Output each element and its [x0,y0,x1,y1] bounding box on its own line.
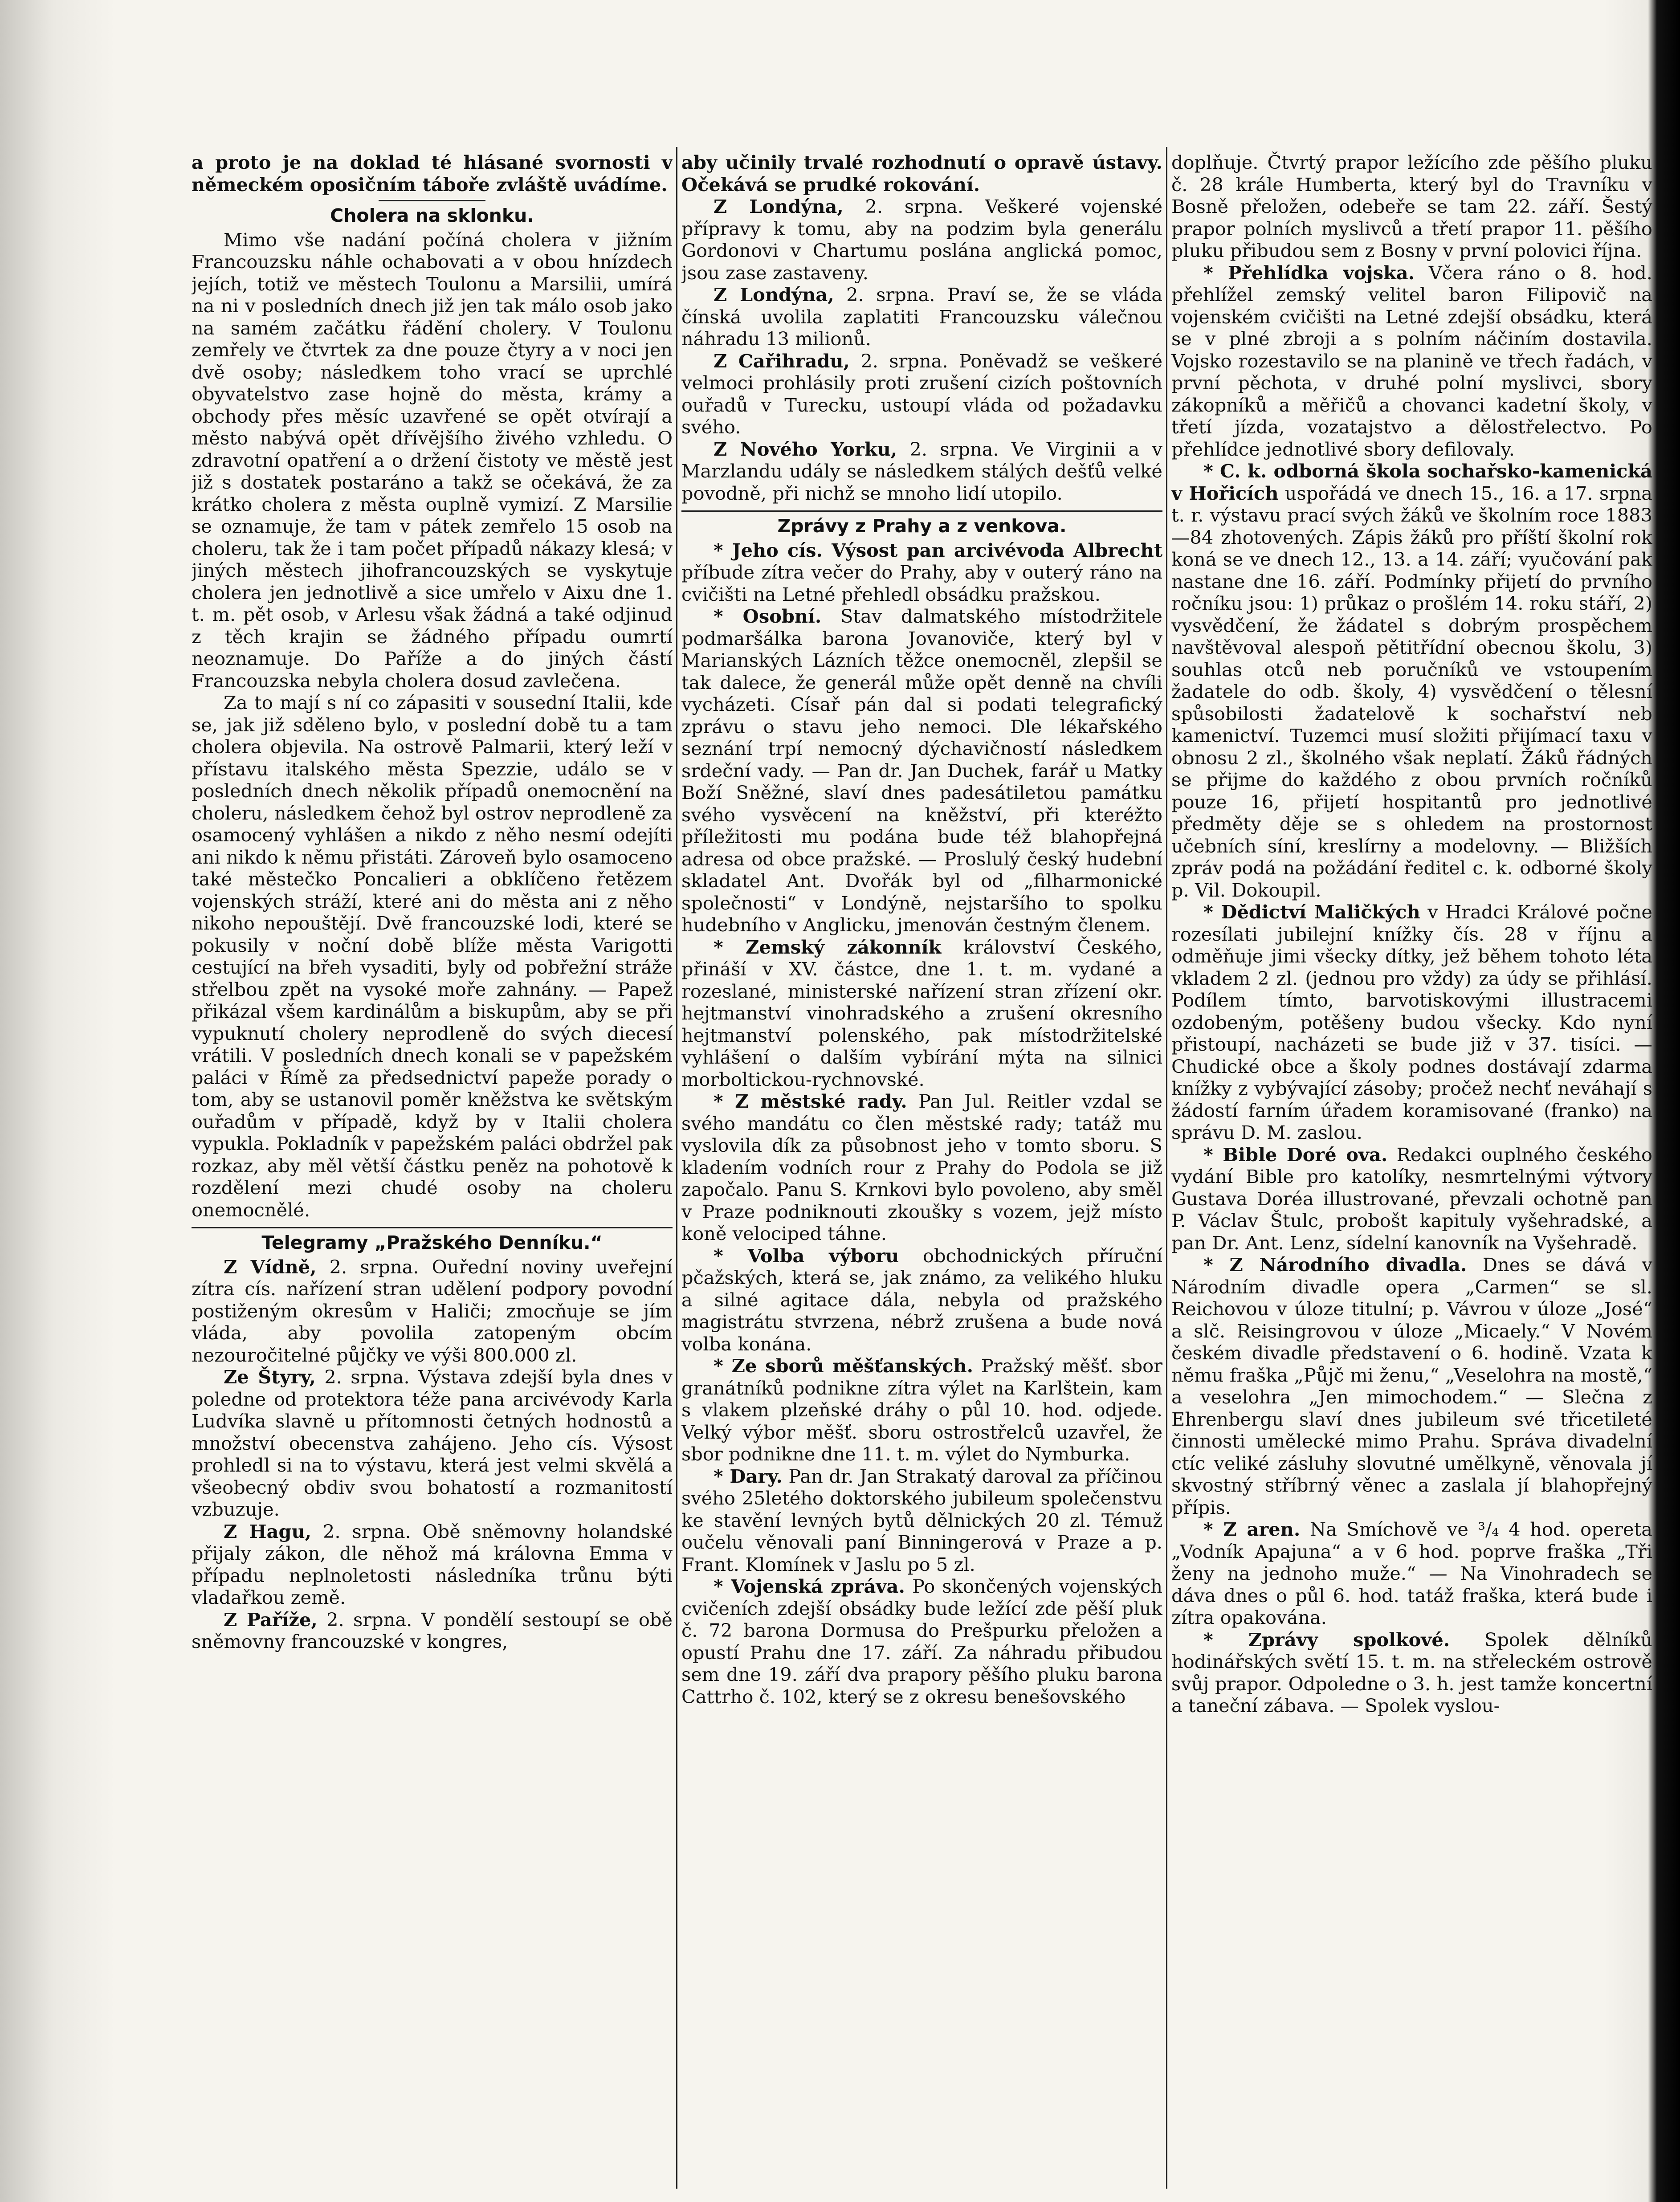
paragraph-lead: Z Londýna, [714,284,834,306]
paragraph-lead: Z Hagu, [224,1520,312,1542]
section-rule [192,1227,673,1228]
paragraph-text: Redakci ouplného českého vydání Bible pro katolíky, nesmrtelnými výtvory Gustava Doréa illustrované, převzali ochotně pan P. Václav Štulc, probošt kapituly vyšehradské, a pan Dr. Ant. Lenz, sídelní kanovník na Vyšehradě. [1171,1143,1652,1254]
paragraph-text: 2. srpna. Ve Virginii a v Marzlandu udály se následkem stálých dešťů velké povodně, při nichž se mnoho lidí utopilo. [681,438,1162,504]
article-paragraph [681,1355,1162,1465]
article-paragraph [681,151,1162,196]
paragraph-text: Pražský měšť. sbor granátníků podnikne zítra výlet na Karlštein, kam s vlakem plzeňské dráhy o půl 10. hod. odjede. Velký výbor měšť. sboru ostrostřelců uzavřel, že sbor podnikne dne 11. t. m. výlet do Nymburka. [681,1355,1162,1465]
paragraph-lead: * Z Národního divadla. [1203,1254,1467,1276]
paragraph-lead: * Osobní. [714,605,822,627]
column-divider [676,147,677,2189]
paragraph-text: 2. srpna. Ouřední noviny uveřejní zítra cís. nařízení stran udělení podpory povodní postiženým okresům v Haliči; zmocňuje se jím vláda, aby povolila zatopeným obcím nezouročitelné půjčky ve výši 800.000 zl. [192,1256,673,1366]
article-paragraph [1171,151,1652,262]
paragraph-lead: * Dědictví Maličkých [1203,901,1420,923]
paragraph-lead: * Zprávy spolkové. [1203,1628,1450,1651]
paragraph-lead: * Ze sborů měšťanských. [714,1355,974,1377]
paragraph-text: obchodnických příruční pčažských, která se, jak známo, za velikého hluku a silné agitace dála, nebyla od pražského magistrátu stvrzena, nébrž zrušena a bude nová volba konána. [681,1244,1162,1355]
paragraph-lead: * Přehlídka vojska. [1203,261,1415,284]
paragraph-text: v Hradci Králové počne rozesílati jubilejní knížky čís. 28 v říjnu a odměňuje jimi všecky dítky, jež během tohoto léta vkladem 2 zl. (jednou pro vždy) za údy se přihlásí. Podílem tímto, barvotiskovými illustracemi ozdobeným, potěšeny budou všecky. Kdo nyní přistoupí, nacházeti se bude již v 37. tisíci. — Chudické obce a školy podnes dostávají zdarma knížky z vybývající zásoby; pročež nechť neváhají s žádostí farním úřadem koramisované (franko) na správu D. M. zaslou. [1171,901,1652,1143]
paragraph-text: Po skončených vojenských cvičeních zdejší obsádky bude ležící zde pěší pluk č. 72 barona Dormusa do Prešpurku přeložen a opustí Prahu dne 17. září. Za náhradu přibudou sem dne 19. září dva prapory pěšího pluku barona Cattrho č. 102, který se z okresu benešovského [681,1575,1162,1708]
article-paragraph [192,692,673,1221]
section-rule [379,200,485,201]
paragraph-text: uspořádá ve dnech 15., 16. a 17. srpna t. r. výstavu prací svých žáků ve školním roce 1883—84 zhotovených. Zápis žáků pro příští školní rok koná se ve dnech 12., 13. a 14. září; vyučování pak nastane dne 16. září. Podmínky přijetí do prvního ročníku jsou: 1) průkaz o prošlém 14. roku stáří, 2) vysvědčení, že žádatel s dobrým prospěchem navštěvoval alespoň pětitřídní obecnou školu, 3) souhlas otců neb poručníků ve vstoupením žadatele do odb. školy, 4) vysvědčení o tělesní spůsobilosti žadatelově k sochařství neb kamenictví. Tuzemci musí složiti přijímací taxu v obnosu 2 zl., školného však neplatí. Žáků řádných se přijme do každého z obou prvních ročníků pouze 16, přijetí hospitantů pro jednotlivé předměty děje se s ohledem na prostornost učebních síní, kreslírny a modelovny. — Bližších zpráv podá na požádání ředitel c. k. odborné školy p. Vil. Dokoupil. [1171,482,1652,901]
column-1 [192,151,673,2187]
section-heading: Cholera na sklonku. [330,205,534,226]
paragraph-lead: * Jeho cís. Výsost pan arcivévoda Albrecht [714,539,1162,561]
paragraph-lead: * Bible Doré ova. [1203,1143,1388,1166]
paragraph-lead: Ze Štyry, [224,1366,316,1388]
paragraph-text: aby učinily trvalé rozhodnutí o opravě ústavy. Očekává se prudké rokování. [681,151,1162,196]
paragraph-lead: Z Vídně, [224,1256,317,1278]
column-3 [1171,151,1652,2187]
article-paragraph [681,196,1162,284]
paragraph-text: Pan Jul. Reitler vzdal se svého mandátu co člen městské rady; tatáž mu vyslovila dík za působnost jeho v tomto sboru. S kladením vodních rour z Prahy do Podola se již započalo. Panu S. Krnkovi bylo povoleno, aby směl v Praze podniknouti zkoušky s vozem, jejž místo koně velociped táhne. [681,1090,1162,1244]
article-paragraph [681,1090,1162,1245]
paragraph-text: a proto je na doklad té hlásané svornosti v německém oposičním táboře zvláště uvádíme. [192,151,673,196]
article-paragraph [1171,262,1652,461]
paragraph-lead: * Zemský zákonník [714,936,942,958]
article-paragraph [192,1256,673,1366]
paragraph-text: 2. srpna. Výstava zdejší byla dnes v poledne od protektora téže pana arcivévody Karla Ludvíka slavně u přítomnosti četných hodnostů a množství obecenstva zahájeno. Jeho cís. Výsost prohledl si na to výstavu, která jest velmi skvělá a všeobecný obdiv svou bohatostí a rozmanitostí vzbuzuje. [192,1366,673,1520]
article-paragraph [681,539,1162,606]
article-paragraph [192,151,673,196]
article-paragraph [192,1609,673,1653]
paragraph-text: Za to mají s ní co zápasiti v sousední Italii, kde se, jak již sděleno bylo, v poslední době tu a tam cholera objevila. Na ostrově Palmarii, který leží v přístavu italského města Spezzie, událo se v posledních dnech několik případů onemocnění na choleru, následkem čehož byl ostrov neprodleně za osamocený vyhlášen a nikdo z něho nesmí odejíti ani nikdo k němu přistáti. Zároveň bylo osamoceno také městečko Poncalieri a obklíčeno řetězem vojenských stráží, které ani do města ani z něho nikoho nepouštějí. Dvě francouzské lodi, které se pokusily v noční době blíže města Varigotti cestující na břeh vysaditi, byly od pobřežní stráže střelbou zpět na vysoké moře zahnány. — Papež přikázal všem kardinálům a biskupům, aby se při vypuknutí cholery neprodleně do svých diecesí vrátili. V posledních dnech konali se v papežském paláci v Římě za předsednictví papeže porady o tom, aby se ustanovil poměr kněžstva ke světským ouřadům v případě, když by v Italii cholera vypukla. Pokladník v papežském paláci obdržel pak rozkaz, aby měl větší částku peněz na pohotově k rozdělení mezi chudé osoby na choleru onemocnělé. [192,692,673,1221]
paragraph-lead: Z Londýna, [714,196,844,217]
article-paragraph [1171,1254,1652,1518]
paragraph-lead: * Volba výboru [714,1244,899,1267]
paragraph-text: 2. srpna. Veškeré vojenské přípravy k tomu, aby na podzim byla generálu Gordonovi v Chartumu poslána anglická pomoc, jsou zase zastaveny. [681,196,1162,284]
article-paragraph [1171,1518,1652,1629]
column-2 [681,151,1162,2187]
paragraph-text: království Českého, přináší v XV. částce, dne 1. t. m. vydané a rozeslané, ministerské nařízení stran zřízení okr. hejtmanství vinohradského a zrušení okresního hejtmanství polenského, pak místodržitelské vyhlášení o dalším vybírání mýta na silnici morboltickou-rychnovské. [681,936,1162,1090]
column-divider [1166,147,1167,2189]
paragraph-text: 2. srpna. Obě sněmovny holandské přijaly zákon, dle něhož má královna Emma v případu neplnoletosti následníka trůnu býti vladařkou země. [192,1520,673,1608]
section-rule [681,510,1162,512]
paragraph-text: 2. srpna. V pondělí sestoupí se obě sněmovny francouzské v kongres, [192,1608,673,1652]
section-heading: Telegramy „Pražského Denníku.“ [261,1232,603,1253]
paragraph-lead: Z Nového Yorku, [714,438,897,460]
paragraph-text: Spolek dělníků hodinářských světí 15. t. m. na střeleckém ostrově svůj prapor. Odpoledne o 3. h. jest tamže koncertní a taneční zábava. — Spolek vyslou- [1171,1628,1652,1717]
article-paragraph [681,1245,1162,1355]
article-paragraph [1171,1629,1652,1717]
article-paragraph [681,936,1162,1091]
paragraph-lead: * Dary. [714,1465,783,1487]
paragraph-text: Na Smíchově ve ³/₄ 4 hod. opereta „Vodník Apajuna“ a v 6 hod. poprve fraška „Tři ženy na jednoho muže.“ — Na Vinohradech se dáva dnes o půl 6. hod. tatáž fraška, která bude i zítra opakována. [1171,1518,1652,1628]
paragraph-text: Pan dr. Jan Strakatý daroval za příčinou svého 25letého doktorského jubileum společenstvu ke stavění levných bytů dělnických 20 zl. Témuž oučelu věnovali paní Binningerová v Praze a p. Frant. Klomínek v Jaslu po 5 zl. [681,1465,1162,1575]
paragraph-lead: * C. k. odborná škola sochařsko-kamenická v Hořicích [1171,460,1652,504]
paragraph-lead: * Z aren. [1203,1518,1301,1540]
paragraph-text: doplňuje. Čtvrtý prapor ležícího zde pěšího pluku č. 28 krále Humberta, který byl do Travníku v Bosně přeložen, odebeře se tam 22. září. Šestý prapor polních myslivců a třetí prapor 11. pěšího pluku přibudou sem z Bosny v první polovici října. [1171,151,1652,261]
article-paragraph [192,1521,673,1609]
paragraph-lead: Z Cařihradu, [714,350,850,372]
paragraph-lead: * Vojenská zpráva. [714,1575,905,1597]
section-heading: Zprávy z Prahy a z venkova. [777,515,1067,537]
article-paragraph [681,438,1162,505]
article-paragraph [681,350,1162,438]
paragraph-text: 2. srpna. Poněvadž se veškeré velmoci prohlásily proti zrušení cizích poštovních ouřadů v Turecku, ustoupí vláda od požadavku svého. [681,350,1162,438]
article-paragraph [1171,1144,1652,1254]
paragraph-text: Dnes se dává v Národním divadle opera „Carmen“ se sl. Reichovou v úloze titulní; p. Vávrou v úloze „José“ a slč. Reisingrovou v úloze „Micaely.“ V Novém českém divadle představení o 6. hodině. Vzata k němu fraška „Půjč mi ženu,“ „Veselohra na mostě,“ a veselohra „Jen mimochodem.“ — Slečna z Ehrenbergu slaví dnes jubileum své třicetileté činnosti umělecké mimo Prahu. Správa divadelní ctíc veliké zásluhy slovutné umělkyně, věnovala jí skvostný stříbrný věnec a zaslala jí blahopřejný přípis. [1171,1254,1652,1518]
paragraph-text: Mimo vše nadání počíná cholera v jižním Francouzsku náhle ochabovati a v obou hnízdech jejích, totiž ve městech Toulonu a Marsilii, umírá na ni v posledních dnech již jen tak málo osob jako na samém začátku řádění cholery. V Toulonu zemřely ve čtvrtek za dne pouze čtyry a v noci jen dvě osoby; následkem toho vrací se uprchlé obyvatelstvo zase hojně do města, krámy a obchody přes měsíc uzavřené se opět otvírají a město nabývá opět dřívějšího živého vzhledu. O zdravotní opatření a o držení čistoty ve městě jest již s dostatek postaráno a takž se očekává, že za krátko cholera z města ouplně vymizí. Z Marsilie se oznamuje, že tam v pátek zemřelo 15 osob na choleru, tak že i tam počet případů nákazy klesá; v jiných městech jihofrancouzských se vyskytuje cholera jen jednotlivě a sice umřelo v Aixu dne 1. t. m. pět osob, v Arlesu však žádná a také odjinud z těch krajin se žádného případu oumrtí neoznamuje. Do Paříže a do jiných částí Francouzska nebyla cholera dosud zavlečena. [192,228,673,692]
paragraph-lead: * Z městské rady. [714,1090,907,1112]
article-paragraph [681,1575,1162,1708]
paragraph-lead: Z Paříže, [224,1608,318,1631]
article-paragraph [681,284,1162,350]
paragraph-text: Včera ráno o 8. hod. přehlížel zemský velitel baron Filipovič na vojenském cvičišti na Letné zdejší obsádku, která se v plné zbroji a s polním náčiním dostavila. Vojsko rozestavilo se na planině ve třech řadách, v první pěchota, v druhé polní myslivci, sbory zákopníků a měřičů a chovanci kadetní školy, v třetí jízda, vozatajstvo a dělostřelectvo. Po přehlídce jednotlivé sbory defilovaly. [1171,261,1652,460]
article-paragraph [1171,460,1652,901]
paragraph-text: 2. srpna. Praví se, že se vláda čínská uvolila zaplatiti Francouzsku válečnou náhradu 13 milionů. [681,284,1162,350]
article-paragraph [192,229,673,692]
article-paragraph [1171,901,1652,1144]
article-paragraph [681,1465,1162,1576]
paragraph-text: příbude zítra večer do Prahy, aby v outerý ráno na cvičišti na Letné přehledl obsádku pražskou. [681,561,1162,605]
article-paragraph [681,605,1162,936]
article-paragraph [192,1366,673,1521]
paragraph-text: Stav dalmatského místodržitele podmaršálka barona Jovanoviče, který byl v Marianských Lázních těžce onemocněl, zlepšil se tak dalece, že generál může opět denně na chvíli vycházeti. Císař pán dal si podati telegrafický zprávu o stavu jeho nemoci. Dle lékařského seznání trpí nemocný dýchavičností následkem srdeční vady. — Pan dr. Jan Duchek, farář u Matky Boží Sněžné, slaví dnes padesátiletou památku svého vysvěcení na kněžství, při kteréžto příležitosti mu podána bude též blahopřejná adresa od obce pražské. — Proslulý český hudební skladatel Ant. Dvořák byl od „filharmonické společnosti“ v Londýně, nejstaršího to spolku hudebního v Anglicku, jmenován čestným členem. [681,605,1162,936]
